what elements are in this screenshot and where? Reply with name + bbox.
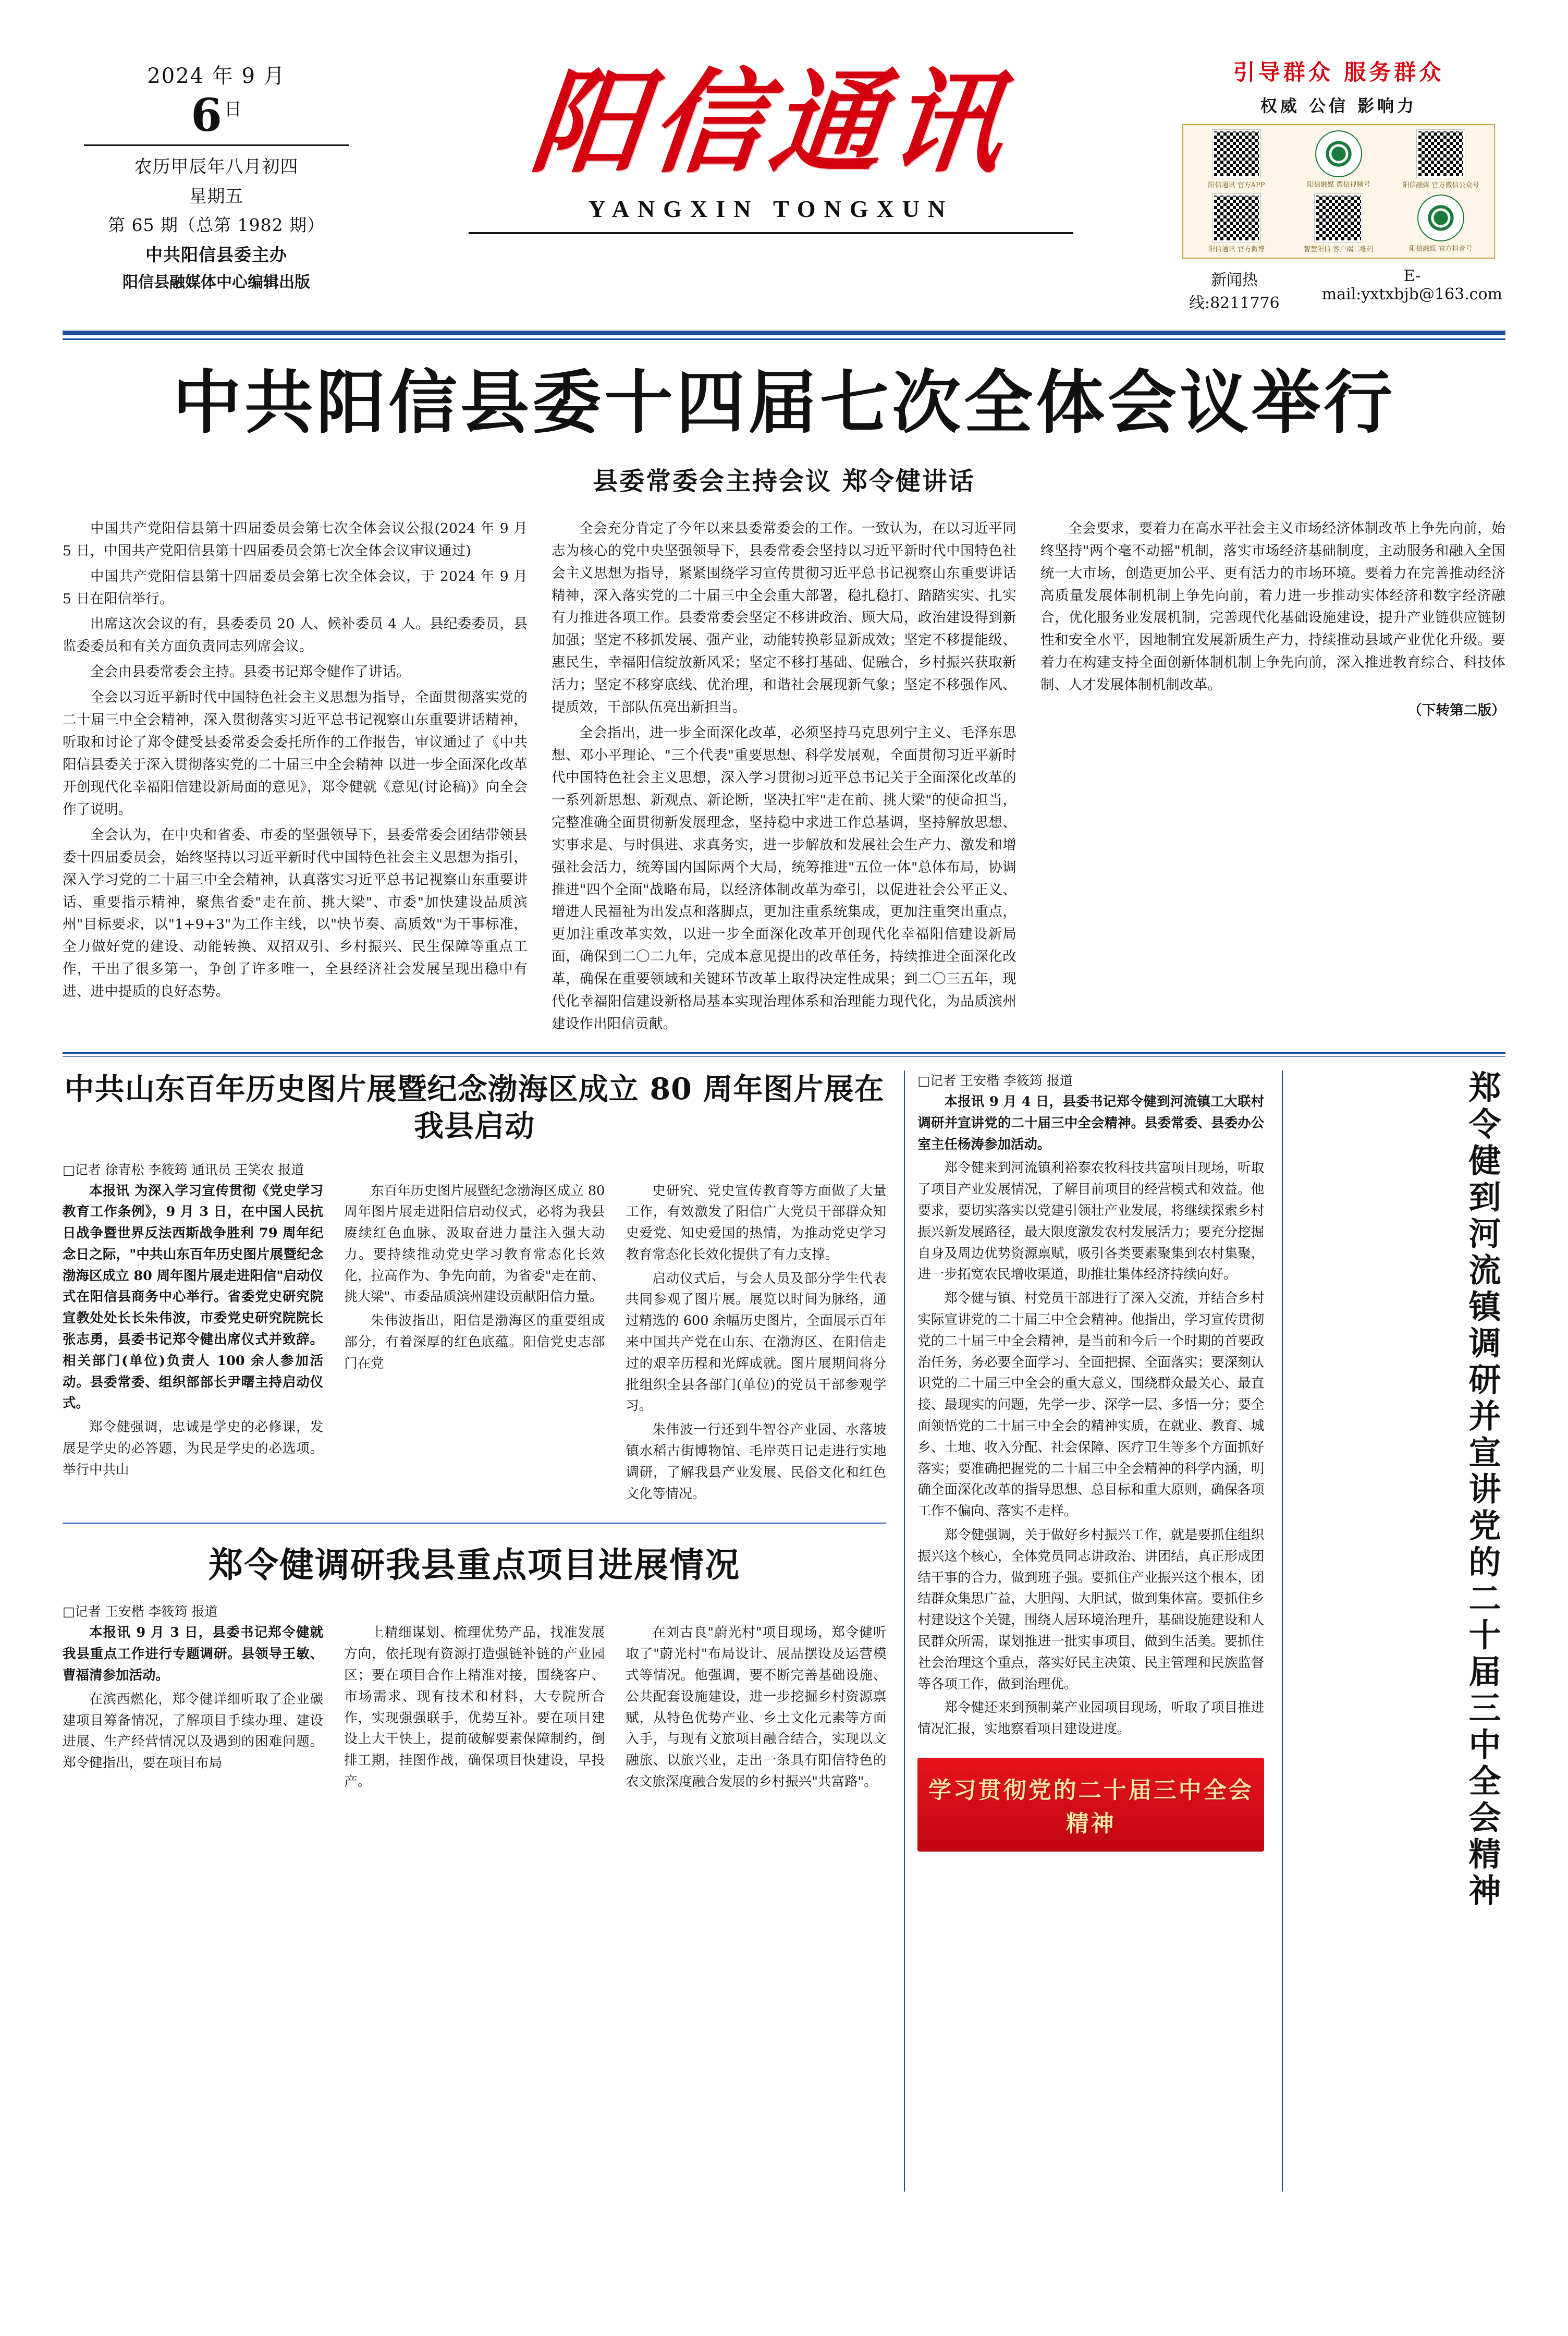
paragraph: 郑令健与镇、村党员干部进行了深入交流，并结合乡村实际宣讲党的二十届三中全会精神。他指出，学习宣传贯彻党的二十届三中全会精神，是当前和今后一个时期的首要政治任务，务必要全面学习、全面把握、全面落实；要深刻认识党的二十届三中全会的重大意义，围绕群众最关心、最直接、最现实的问题，先学一步、深学一层、多悟一分；要全面领悟党的二十届三中全会的精神实质，在就业、教育、城乡、土地、收入分配、社会保障、医疗卫生等多个方面抓好落实；要准确把握党的二十届三中全会精神的科学内涵，明确全面深化改革的指导思想、总目标和重大原则，确保各项工作不偏向、落实不走样。 (917, 1291, 1265, 1519)
article2-column-2 (344, 1181, 605, 1507)
divider (63, 1052, 1505, 1054)
paragraph: 郑令健强调，关于做好乡村振兴工作，就是要抓住组织振兴这个核心，全体党员同志讲政治、讲团结，真正形成团结干事的合力，做到班子强。要抓住产业振兴这个根本，团结群众集思广益，大胆闯、大胆试，做到集体富。要抓住乡村建设这个关键，围绕人居环境治理升，基础设施建设和人民群众所需，谋划推进一批实事项目，做到生活美。要抓住社会治理这个重点，落实好民主决策、民主管理和民族监督等各项工作，做到治理优。 (917, 1527, 1265, 1692)
publisher: 阳信县融媒体中心编辑出版 (123, 273, 310, 292)
qr-cell[interactable] (1391, 192, 1491, 254)
weekday: 星期五 (189, 186, 244, 208)
article4-byline: □记者 王安楷 李筱筠 报道 (917, 1073, 1073, 1088)
divider (469, 232, 1073, 234)
article4-vertical-title: 郑令健到河流镇调研并宣讲党的二十届三中全会精神 (1463, 1070, 1501, 1910)
article4-text-column (904, 1070, 1264, 2192)
hotline: 新闻热线:8211776 (1189, 271, 1280, 312)
lead-article (63, 518, 1505, 1039)
issue-number: 第 65 期（总第 1982 期） (108, 215, 325, 236)
organizer: 中共阳信县委主办 (145, 245, 287, 265)
qr-cell[interactable] (1289, 128, 1389, 190)
divider (63, 338, 1505, 340)
paragraph: 全会指出，进一步全面深化改革，必须坚持马克思列宁主义、毛泽东思想、邓小平理论、"三个代表"重要思想、科学发展观，全面贯彻习近平新时代中国特色社会主义思想，深入学习贯彻习近平总书记关于全面深化改革的一系列新思想、新观点、新论断，坚决扛牢"走在前、挑大梁"的使命担当，完整准确全面贯彻新发展理念，坚持稳中求进工作总基调，坚持解放思想、实事求是、与时俱进、求真务实，进一步解放和发展社会生产力、激发和增强社会活力，统筹国内国际两个大局，统筹推进"五位一体"总体布局，协调推进"四个全面"战略布局，以经济体制改革为牵引，以促进社会公平正义、增进人民福祉为出发点和落脚点，更加注重系统集成，更加注重突出重点，更加注重改革实效，以进一步全面深化改革开创现代化幸福阳信建设新局面，确保到二〇二九年，完成本意见提出的改革任务，持续推进全面深化改革，确保在重要领域和关键环节改革上取得决定性成果；到二〇三五年，现代化幸福阳信建设新格局基本实现治理体系和治理能力现代化，为品质滨州建设作出阳信贡献。 (552, 725, 1016, 1032)
qr-code-panel (1182, 124, 1495, 259)
qr-cell[interactable] (1289, 192, 1389, 254)
paragraph: 本报讯 9 月 4 日，县委书记郑令健到河流镇工大联村调研并宣讲党的二十届三中全会精神。县委常委、县委办公室主任杨涛参加活动。 (917, 1094, 1265, 1152)
divider (84, 144, 348, 146)
page-subtitle: 县委常委会主持会议 郑令健讲话 (593, 466, 975, 496)
article3-column-1 (63, 1622, 323, 1795)
qr-label: 阳信融媒 官方抖音号 (1409, 245, 1473, 253)
paragraph: 全会充分肯定了今年以来县委常委会的工作。一致认为，在以习近平同志为核心的党中央坚强领导下，县委常委会坚持以习近平新时代中国特色社会主义思想为指导，紧紧围绕学习宣传贯彻习近平总书记视察山东重要讲话精神，深入落实党的二十届三中全会重大部署，稳扎稳打、踏踏实实、扎实有力推进各项工作。县委常委会坚定不移讲政治、顾大局，政治建设得到新加强；坚定不移抓发展、强产业，动能转换彰显新成效；坚定不移提能级、惠民生，幸福阳信绽放新风采；坚定不移打基础、促融合，乡村振兴获取新活力；坚定不移穿底线、优治理，和谐社会展现新气象；坚定不移强作风、提质效，干部队伍亮出新担当。 (552, 520, 1016, 716)
publication-date: 2024 年 9 月 (147, 64, 286, 88)
paragraph: 全会要求，要着力在高水平社会主义市场经济体制改革上争先向前，始终坚持"两个毫不动摇"机制，落实市场经济基础制度，主动服务和融入全国统一大市场，创造更加公平、更有活力的市场环境。要着力在完善推动经济高质量发展体制机制上争先向前，着力进一步推动实体经济和数字经济融合，优化服务业发展机制，完善现代化基础设施建设，提升产业链供应链韧性和安全水平，因地制宜发展新质生产力，持续推动县域产业优化升级。要着力在构建支持全面创新体制机制上争先向前，深入推进教育综合、科技体制、人才发展体制机制改革。 (1040, 520, 1505, 694)
qr-label: 智慧阳信 客户端二维码 (1303, 245, 1374, 253)
qr-cell[interactable] (1391, 128, 1491, 190)
article3-title: 郑令健调研我县重点项目进展情况 (209, 1544, 741, 1586)
qr-label: 阳信融媒 官方微信公众号 (1402, 181, 1479, 189)
paragraph: 在滨西燃化，郑令健详细听取了企业碳建项目筹备情况，了解项目手续办理、建设进展、生产经营情况以及遇到的困难问题。郑令健指出，要在项目布局 (63, 1691, 324, 1771)
lead-headline-block (63, 364, 1505, 497)
divider (63, 331, 1505, 335)
qr-code-icon (1212, 194, 1260, 242)
lower-left-column (63, 1070, 886, 2192)
publication-day (63, 89, 370, 142)
paragraph: 朱伟波指出，阳信是渤海区的重要组成部分，有着深厚的红色底蕴。阳信党史志部门在党 (344, 1313, 605, 1371)
lower-section (63, 1070, 1505, 2192)
paragraph: 郑令健还来到预制菜产业园项目现场，听取了项目推进情况汇报，实地察看项目建设进度。 (917, 1700, 1265, 1737)
page-title: 中共阳信县委十四届七次全体会议举行 (173, 363, 1395, 443)
paragraph: 本报讯 为深入学习宣传贯彻《党史学习教育工作条例》，9 月 3 日，在中国人民抗日战争暨世界反法西斯战争胜利 79 周年纪念日之际，"中共山东百年历史图片展暨纪念渤海区成立 80 周年图片展走进阳信"启动仪式在阳信县商务中心举行。省委党史研究院宣教处处长长朱伟波，市委党史研究院院长张志勇，县委书记郑令健出席仪式并致辞。相关部门(单位)负责人 100 余人参加活动。县委常委、组织部部长尹曙主持启动仪式。 (63, 1183, 324, 1412)
slogan-primary: 引导群众 服务群众 (1233, 59, 1444, 85)
article4-body (917, 1091, 1264, 1740)
day-unit: 日 (224, 99, 242, 120)
newspaper-title-pinyin: YANGXIN TONGXUN (588, 195, 954, 222)
paragraph: 郑令健强调，忠诚是学史的必修课，发展是学史的必答题，为民是学史的必选项。举行中共山 (63, 1419, 324, 1478)
paragraph: 全会认为，在中央和省委、市委的坚强领导下，县委常委会团结带领县委十四届委员会，始终坚持以习近平新时代中国特色社会主义思想为指引，深入学习党的二十届三中全会精神，认真落实习近平总书记视察山东重要讲话、重要指示精神，聚焦省委"走在前、挑大梁"、市委"加快建设品质滨州"目标要求，以"1+9+3"为工作主线，以"快节奏、高质效"为干事标准，全力做好党的建设、动能转换、双招双引、乡村振兴、民生保障等重点工作，干出了很多第一，争创了许多唯一，全县经济社会发展呈现出稳中有进、进中提质的良好态势。 (63, 826, 528, 1000)
paragraph: 全会由县委常委会主持。县委书记郑令健作了讲话。 (90, 664, 411, 680)
qr-code-icon (1212, 130, 1260, 178)
masthead-date-block (63, 50, 370, 292)
lead-article-column-2 (552, 518, 1016, 1039)
article3-byline: □记者 王安楷 李筱筠 报道 (63, 1604, 218, 1620)
paragraph: 出席这次会议的有，县委委员 20 人、候补委员 4 人。县纪委委员，县监委委员和有关方面负责同志列席会议。 (63, 616, 528, 655)
newspaper-title-zh: 阳信通讯 (525, 56, 1017, 188)
qr-label: 阳信通讯 官方微博 (1208, 245, 1265, 253)
qr-code-icon (1315, 194, 1363, 242)
paragraph: 启动仪式后，与会人员及部分学生代表共同参观了图片展。展览以时间为脉络，通过精选的 600 余幅历史图片，全面展示百年来中国共产党在山东、在渤海区、在阳信走过的艰辛历程和光辉成就。图片展期间将分批组织全县各部门(单位)的党员干部参观学习。 (626, 1270, 887, 1414)
article2-column-3 (626, 1181, 886, 1507)
article2-body (63, 1181, 886, 1507)
masthead-slogan-block (1172, 50, 1505, 313)
lead-article-column-1 (63, 518, 528, 1039)
article3-column-2 (344, 1622, 605, 1795)
lead-article-column-3 (1040, 518, 1505, 1039)
paragraph: 本报讯 9 月 3 日，县委书记郑令健就我县重点工作进行专题调研。县领导王敏、曹福清参加活动。 (63, 1625, 324, 1684)
day-number: 6 (191, 89, 222, 142)
qr-cell[interactable] (1186, 128, 1287, 190)
continued-note: （下转第二版） (1408, 702, 1505, 719)
paragraph: 上精细谋划、梳理优势产品，找准发展方向，依托现有资源打造强链补链的产业园区；要在项目合作上精准对接，围绕客户、市场需求、现有技术和材料，大专院所合作，实现强强联手，优势互补。要在项目建设上大干快上，提前破解要素保障制约，倒排工期，挂图作战，确保项目快建设，早投产。 (344, 1625, 605, 1790)
email[interactable]: E-mail:yxtxbjb@163.com (1321, 267, 1502, 303)
contact-line (1172, 267, 1505, 313)
paragraph: 中国共产党阳信县第十四届委员会第七次全体会议，于 2024 年 9 月 5 日在阳信举行。 (63, 568, 528, 607)
logo-icon (1315, 130, 1362, 177)
slogan-secondary: 权威 公信 影响力 (1260, 96, 1417, 116)
qr-label: 阳信通讯 官方APP (1208, 181, 1265, 189)
paragraph: 朱伟波一行还到牛智谷产业园、水落坡镇水稻古街博物馆、毛岸英日记走进行实地调研，了解我县产业发展、民俗文化和红色文化等情况。 (626, 1422, 887, 1502)
divider (63, 1056, 1505, 1057)
paragraph: 史研究、党史宣传教育等方面做了大量工作，有效激发了阳信广大党员干部群众知史爱党、知史爱国的热情，为推动党史学习教育常态化长效化提供了有力支撑。 (626, 1183, 887, 1262)
masthead-logo (370, 50, 1172, 234)
paragraph: 东百年历史图片展暨纪念渤海区成立 80 周年图片展走进阳信启动仪式，必将为我县赓续红色血脉、汲取奋进力量注入强大动力。要持续推动党史学习教育常态化长效化，拉高作为、争先向前，为省委"走在前、挑大梁"、市委品质滨州建设贡献阳信力量。 (344, 1183, 605, 1305)
qr-cell[interactable] (1186, 192, 1287, 254)
paragraph: 郑令健来到河流镇利裕泰农牧科技共富项目现场，听取了项目产业发展情况，了解目前项目的经营模式和效益。他要求，要切实落实以党建引领壮产业发展，将继续探索乡村振兴新发展路径，最大限度激发农村发展活力；要充分挖掘自身及周边优势资源禀赋，吸引各类要素聚集到农村集聚，进一步拓宽农民增收渠道，助推壮集体经济持续向好。 (917, 1160, 1265, 1283)
paragraph: 中国共产党阳信县第十四届委员会第七次全体会议公报(2024 年 9 月 5 日，中国共产党阳信县第十四届委员会第七次全体会议审议通过) (63, 520, 528, 559)
paragraph: 全会以习近平新时代中国特色社会主义思想为指导，全面贯彻落实党的二十届三中全会精神，深入贯彻落实习近平总书记视察山东重要讲话精神，听取和讨论了郑令健受县委常委会委托所作的工作报告，审议通过了《中共阳信县委关于深入贯彻落实党的二十届三中全会精神 以进一步全面深化改革开创现代化幸福阳信建设新局面的意见》，郑令健就《意见(讨论稿)》向全会作了说明。 (63, 689, 528, 818)
divider (63, 1523, 886, 1524)
masthead (63, 50, 1505, 321)
red-slogan-banner: 学习贯彻党的二十届三中全会精神 (917, 1758, 1264, 1852)
qr-label: 阳信融媒 微信视频号 (1307, 180, 1370, 189)
article4-title-rail (1282, 1070, 1505, 2192)
logo-icon (1417, 194, 1464, 241)
qr-code-icon (1417, 130, 1465, 178)
article2-title: 中共山东百年历史图片展暨纪念渤海区成立 80 周年图片展在我县启动 (64, 1072, 885, 1144)
article2-byline: □记者 徐青松 李筱筠 通讯员 王笑农 报道 (63, 1162, 304, 1177)
article3-body (63, 1622, 886, 1795)
lunar-date: 农历甲辰年八月初四 (134, 156, 299, 178)
article3-column-3 (626, 1622, 886, 1795)
paragraph: 在刘古良"蔚光村"项目现场，郑令健听取了"蔚光村"布局设计、展品摆设及运营模式等情况。他强调，要不断完善基础设施、公共配套设施建设，进一步挖掘乡村资源禀赋，从特色优势产业、乡土文化元素等方面入手，与现有文旅项目融合结合，实现以文融旅、以旅兴业，走出一条具有阳信特色的农文旅深度融合发展的乡村振兴"共富路"。 (626, 1625, 887, 1790)
article2-column-1 (63, 1181, 323, 1507)
